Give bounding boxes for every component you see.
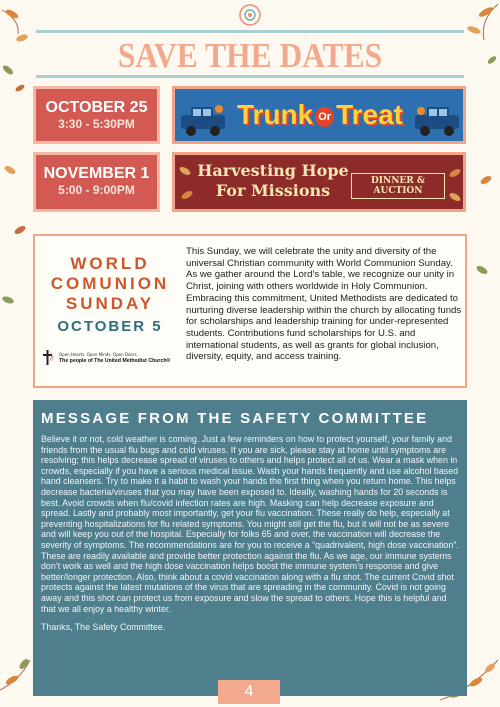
leaf-decoration-right	[468, 150, 500, 320]
communion-date: OCTOBER 5	[57, 318, 163, 335]
car-icon	[411, 103, 461, 139]
ornament-icon	[236, 2, 264, 28]
page-title: SAVE THE DATES	[117, 36, 383, 75]
safety-body: Believe it or not, cold weather is coming. Just a few reminders on how to protect yourself, your family and friends from the usual flu bugs and cold viruses. If you are sick, please stay at home until symptoms are resolving; this helps decrease spread of viruses to others and helps protect all of us. Wear a mask when in crowds, especially if you have a serious medical issue. Wash your hands frequently and use alcohol based hand cleansers. Try to make it a habit to wash your hands the first thing when you return home. This helps decrease bacteria/viruses that you may have been exposed to. Ideally, washing hands for 20 seconds is best. Avoid crowds when flu/covid infection rates are high. Masking can help decrease exposure and spread. Lastly and probably most importantly, get your flu vaccination. These really do help, especially at preventing hospitalizations for flu related symptoms. You might still get the flu, but it will not be as severe and will keep you out of the hospital. Especially for folks 65 and over, the vaccination will decrease the severity of symptoms. The recommendations are for you to receive a “quadrivalent, high dose vaccination”. These are readily available and provide better protection against the flu. As we age, our immune systems don’t work as well and the high dose vaccination helps boost the immune system’s response and give better/longer protection. Also, think about a covid vaccination along with a flu shot. The current Covid shot protects against the latest mutations of the virus that are spreading in the community. Covid is not going away and this shot can protect us from exposure and slow the spread to others. Hope this is helpful and that we all enjoy a healthy winter.	[41, 434, 459, 614]
harvest-title: Harvesting Hope For Missions	[197, 161, 349, 200]
page-number: 4	[218, 680, 280, 704]
communion-body: This Sunday, we will celebrate the unity and diversity of the universal Christian community with World Communion Sunday. As we gather around the Lord’s table, we recognize our unity in Christ, joining with others worldwide in Holy Communion. Embracing this commitment, United Methodists are dedicated to nurturing diverse leadership within the church by allocating funds for scholarships and leadership training for under-represented students. Contributions fund scholarships for U.S. and international students, as well as grants for global inclusion, diversity, equity, and access training.	[186, 246, 462, 363]
cross-and-flame-icon	[41, 348, 55, 366]
safety-title: MESSAGE FROM THE SAFETY COMMITTEE	[41, 410, 429, 427]
leaf-icon	[177, 159, 197, 209]
event-date-box	[33, 152, 160, 212]
leaf-icon	[445, 159, 465, 209]
umc-tagline: Open Hearts. Open Minds. Open Doors.	[59, 352, 138, 357]
event-time: 5:00 - 9:00PM	[58, 183, 135, 197]
communion-title: WORLD COMUNION SUNDAY	[50, 254, 170, 313]
title-rule	[36, 75, 464, 78]
leaf-decoration-left	[0, 150, 32, 320]
event-time: 3:30 - 5:30PM	[58, 117, 135, 131]
trunk-or-treat-title	[237, 99, 403, 131]
trunk-or-treat-banner	[172, 86, 466, 144]
umc-name: The people of The United Methodist Church®	[59, 358, 171, 364]
event-date-box	[33, 86, 160, 144]
world-communion-section	[33, 234, 467, 388]
event-date: NOVEMBER 1	[43, 165, 150, 182]
top-rule	[36, 30, 464, 33]
or-badge: Or	[315, 107, 334, 127]
dinner-auction-tag: DINNER & AUCTION	[351, 173, 445, 199]
treat-word: Treat	[336, 99, 404, 130]
harvesting-hope-banner	[172, 152, 466, 212]
trunk-word: Trunk	[237, 99, 314, 130]
safety-committee-section	[33, 400, 467, 696]
event-date: OCTOBER 25	[45, 99, 148, 116]
safety-signoff: Thanks, The Safety Committee.	[41, 622, 166, 633]
car-icon	[179, 103, 229, 139]
